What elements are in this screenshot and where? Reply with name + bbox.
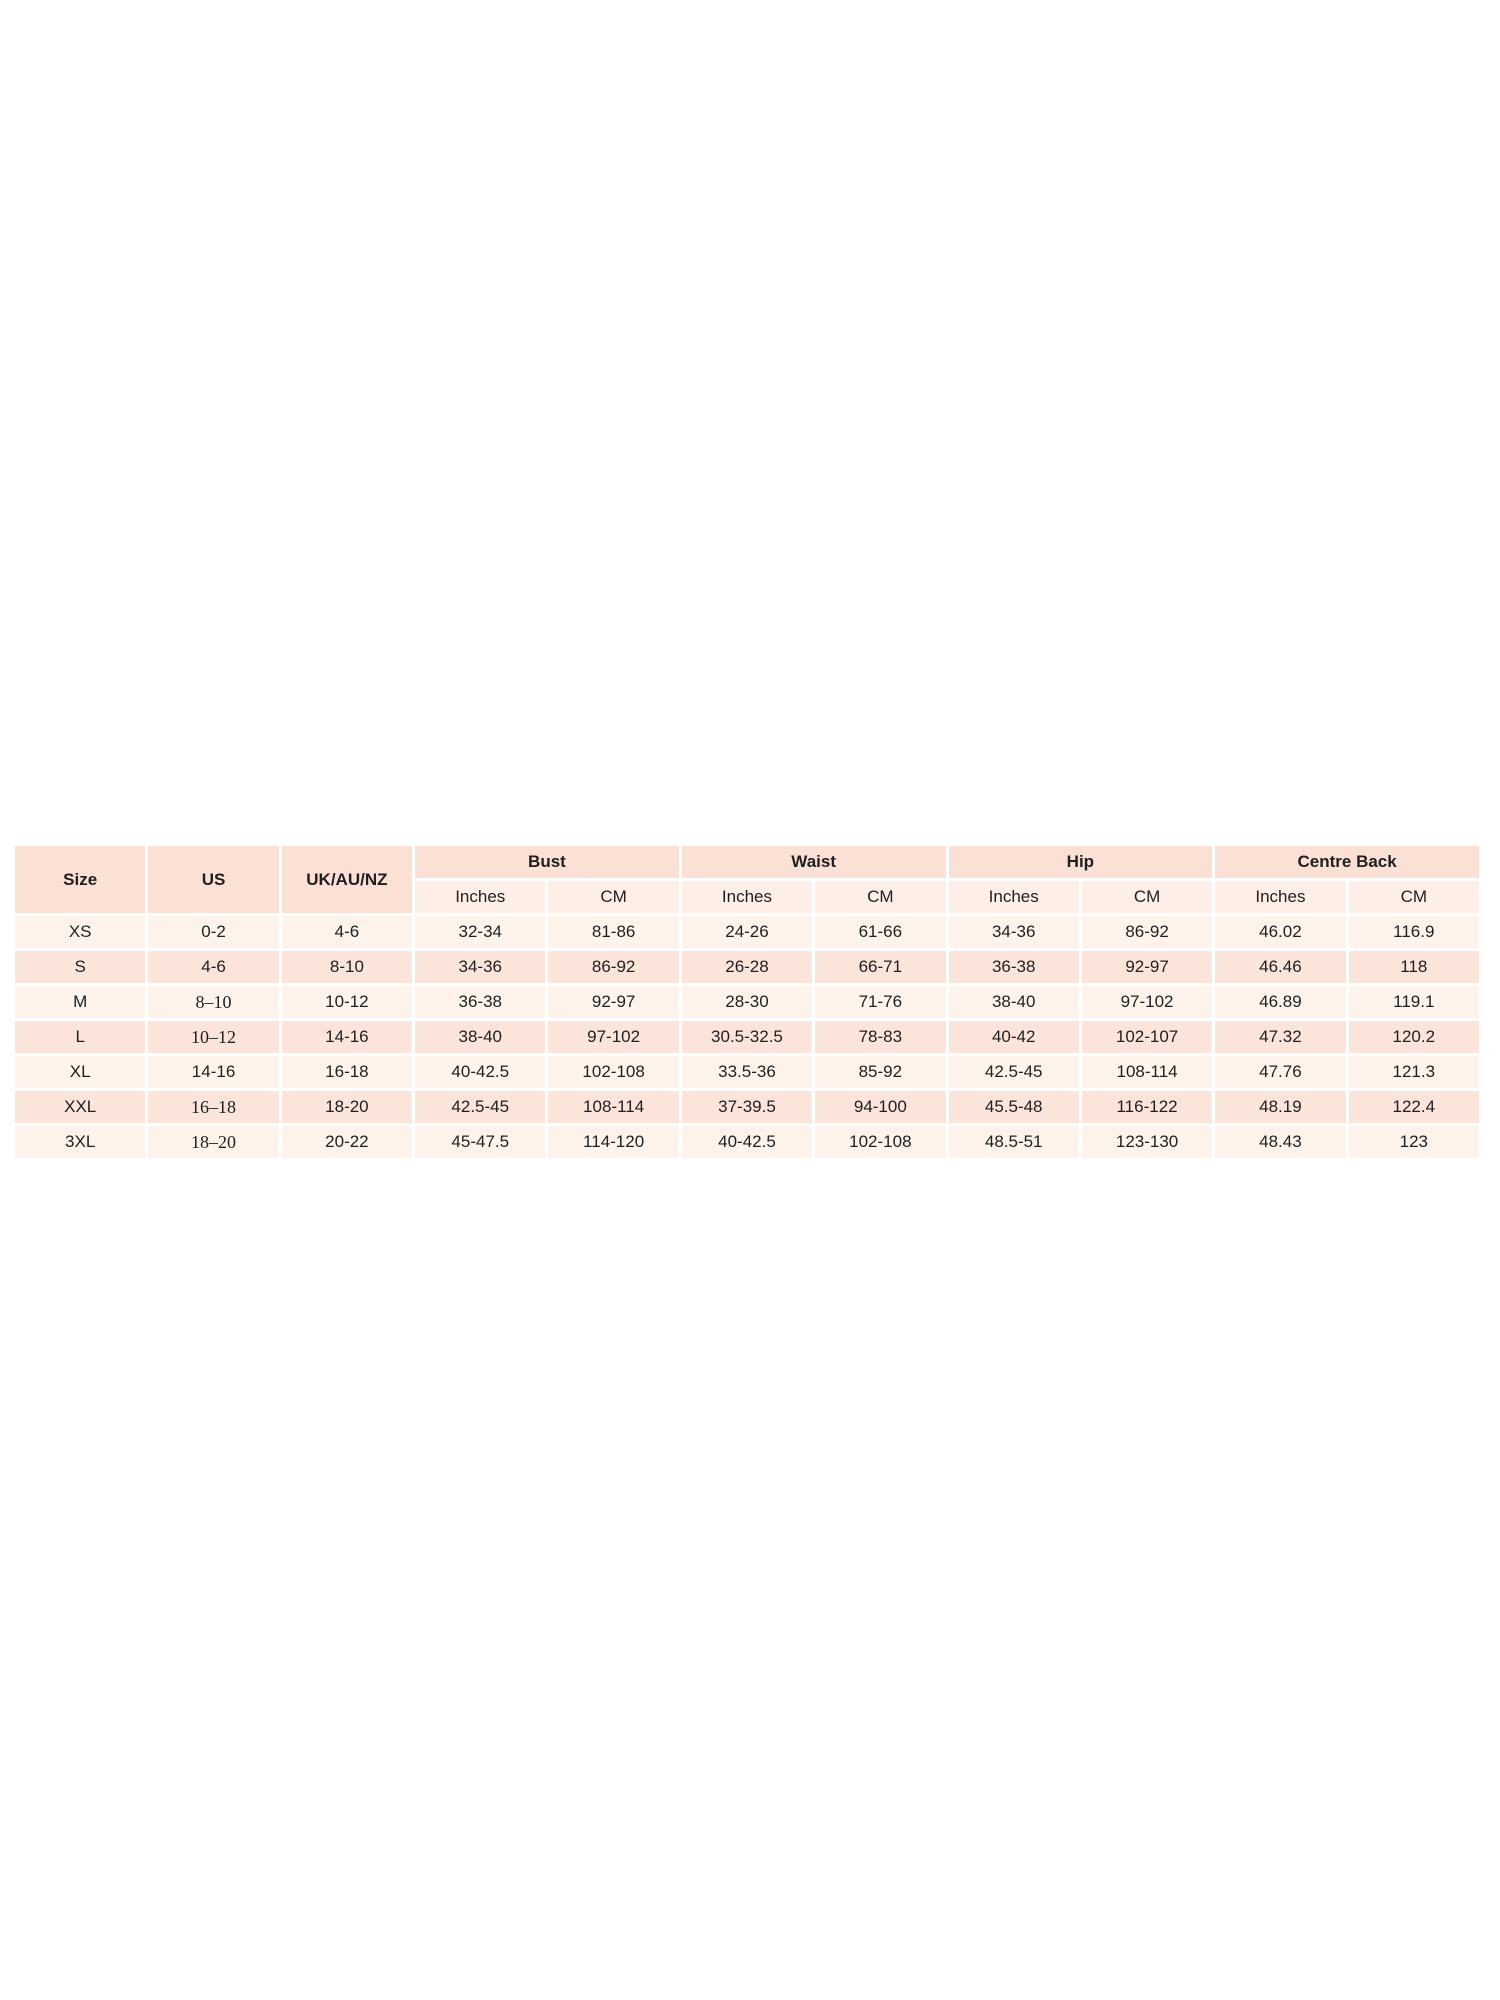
cell-back-cm: 121.3 [1349,1056,1479,1088]
cell-size: M [15,986,145,1018]
unit-header: Inches [949,881,1079,913]
header-uk: UK/AU/NZ [282,846,412,913]
table-row [15,951,1479,983]
header-bust: Bust [415,846,679,878]
cell-waist-cm: 102-108 [815,1126,945,1158]
cell-back-in: 47.32 [1215,1021,1345,1053]
cell-uk: 10-12 [282,986,412,1018]
cell-waist-in: 30.5-32.5 [682,1021,812,1053]
size-chart-table [12,843,1482,1161]
unit-header: Inches [682,881,812,913]
cell-hip-cm: 97-102 [1082,986,1212,1018]
unit-header: CM [1082,881,1212,913]
table-row [15,986,1479,1018]
header-row [15,846,1479,878]
cell-us: 16–18 [148,1091,278,1123]
cell-uk: 20-22 [282,1126,412,1158]
cell-bust-cm: 97-102 [548,1021,678,1053]
cell-us: 14-16 [148,1056,278,1088]
cell-us: 18–20 [148,1126,278,1158]
cell-hip-in: 40-42 [949,1021,1079,1053]
table-row [15,1021,1479,1053]
header-hip: Hip [949,846,1213,878]
cell-bust-in: 32-34 [415,916,545,948]
cell-size: XS [15,916,145,948]
cell-waist-cm: 78-83 [815,1021,945,1053]
cell-bust-in: 40-42.5 [415,1056,545,1088]
cell-hip-in: 48.5-51 [949,1126,1079,1158]
cell-bust-in: 42.5-45 [415,1091,545,1123]
cell-size: 3XL [15,1126,145,1158]
cell-us: 10–12 [148,1021,278,1053]
unit-header: Inches [1215,881,1345,913]
cell-waist-in: 33.5-36 [682,1056,812,1088]
cell-bust-cm: 102-108 [548,1056,678,1088]
cell-back-cm: 118 [1349,951,1479,983]
cell-waist-cm: 71-76 [815,986,945,1018]
cell-us: 8–10 [148,986,278,1018]
cell-us: 4-6 [148,951,278,983]
table-row [15,1126,1479,1158]
cell-size: XXL [15,1091,145,1123]
cell-hip-in: 45.5-48 [949,1091,1079,1123]
cell-uk: 4-6 [282,916,412,948]
cell-uk: 18-20 [282,1091,412,1123]
header-waist: Waist [682,846,946,878]
cell-bust-cm: 114-120 [548,1126,678,1158]
cell-hip-cm: 116-122 [1082,1091,1212,1123]
cell-bust-cm: 81-86 [548,916,678,948]
cell-uk: 16-18 [282,1056,412,1088]
cell-bust-in: 36-38 [415,986,545,1018]
cell-bust-in: 34-36 [415,951,545,983]
cell-waist-cm: 94-100 [815,1091,945,1123]
unit-header: CM [815,881,945,913]
cell-back-cm: 122.4 [1349,1091,1479,1123]
cell-hip-cm: 86-92 [1082,916,1212,948]
cell-hip-cm: 123-130 [1082,1126,1212,1158]
cell-back-in: 46.02 [1215,916,1345,948]
cell-back-cm: 119.1 [1349,986,1479,1018]
cell-size: XL [15,1056,145,1088]
cell-hip-cm: 102-107 [1082,1021,1212,1053]
cell-bust-in: 45-47.5 [415,1126,545,1158]
cell-back-cm: 116.9 [1349,916,1479,948]
cell-waist-cm: 61-66 [815,916,945,948]
cell-bust-cm: 108-114 [548,1091,678,1123]
cell-hip-cm: 108-114 [1082,1056,1212,1088]
cell-uk: 14-16 [282,1021,412,1053]
cell-waist-in: 26-28 [682,951,812,983]
header-centre-back: Centre Back [1215,846,1479,878]
cell-size: L [15,1021,145,1053]
cell-back-in: 46.46 [1215,951,1345,983]
cell-back-in: 48.43 [1215,1126,1345,1158]
cell-back-in: 48.19 [1215,1091,1345,1123]
cell-bust-cm: 86-92 [548,951,678,983]
header-size: Size [15,846,145,913]
cell-waist-in: 37-39.5 [682,1091,812,1123]
table-row [15,1091,1479,1123]
unit-header: CM [1349,881,1479,913]
table-row [15,916,1479,948]
cell-hip-in: 38-40 [949,986,1079,1018]
cell-hip-in: 34-36 [949,916,1079,948]
cell-waist-cm: 66-71 [815,951,945,983]
cell-waist-in: 40-42.5 [682,1126,812,1158]
unit-header: Inches [415,881,545,913]
cell-bust-in: 38-40 [415,1021,545,1053]
cell-back-in: 47.76 [1215,1056,1345,1088]
cell-back-in: 46.89 [1215,986,1345,1018]
cell-size: S [15,951,145,983]
cell-waist-in: 24-26 [682,916,812,948]
unit-header: CM [548,881,678,913]
table-row [15,1056,1479,1088]
cell-waist-cm: 85-92 [815,1056,945,1088]
cell-bust-cm: 92-97 [548,986,678,1018]
cell-back-cm: 120.2 [1349,1021,1479,1053]
header-us: US [148,846,278,913]
cell-hip-in: 36-38 [949,951,1079,983]
cell-uk: 8-10 [282,951,412,983]
cell-back-cm: 123 [1349,1126,1479,1158]
cell-hip-in: 42.5-45 [949,1056,1079,1088]
cell-us: 0-2 [148,916,278,948]
cell-hip-cm: 92-97 [1082,951,1212,983]
cell-waist-in: 28-30 [682,986,812,1018]
